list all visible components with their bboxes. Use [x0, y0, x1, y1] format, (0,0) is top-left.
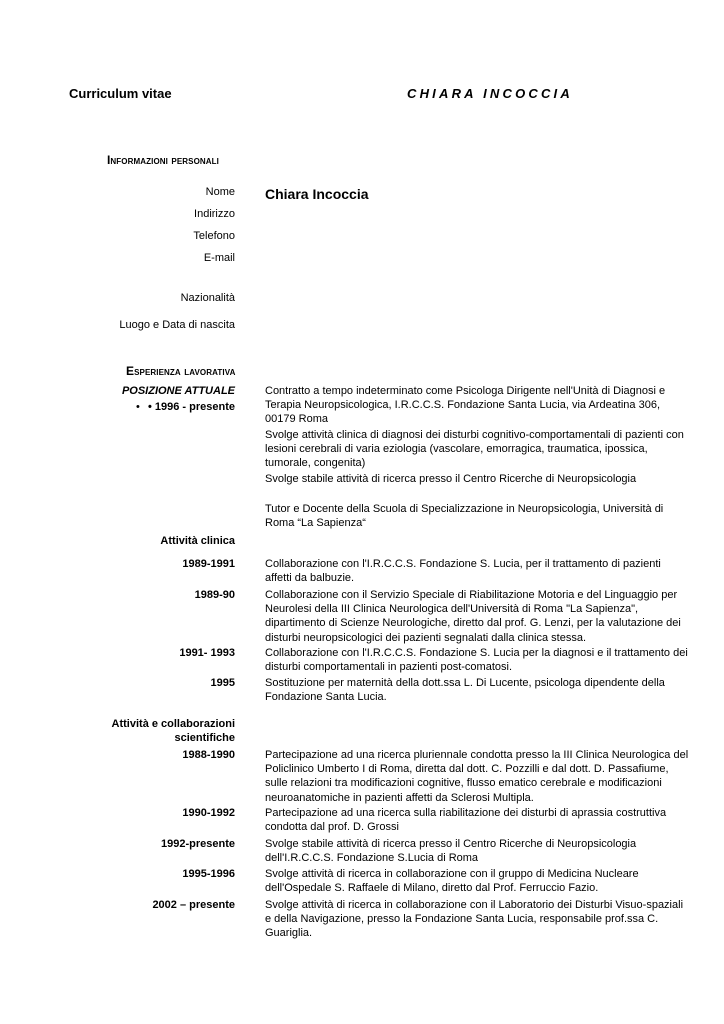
position-paragraph: Contratto a tempo indeterminato come Psicologa Dirigente nell'Unità di Diagnosi e Terapia Neuropsicologica, I.R.C.C.S. Fondazione Santa Lucia, via Ardeatina 306, 00179 Roma	[265, 385, 666, 426]
research-text: Svolge stabile attività di ricerca presso il Centro Ricerche di Neuropsicologia dell'I.R.C.C.S. Fondazione S.Lucia di Roma	[265, 838, 637, 865]
clinical-year: 1995	[210, 677, 235, 689]
section-personal-info: Informazioni personali	[107, 153, 219, 167]
clinical-year: 1991- 1993	[179, 647, 235, 659]
nome-value: Chiara Incoccia	[265, 186, 369, 202]
clinical-year: 1989-90	[194, 589, 235, 601]
position-paragraph: Svolge stabile attività di ricerca presso il Centro Ricerche di Neuropsicologia	[265, 473, 637, 485]
clinical-text: Collaborazione con l'I.R.C.C.S. Fondazione S. Lucia, per il trattamento di pazienti affetti da balbuzie.	[265, 558, 661, 585]
person-name-header: CHIARA INCOCCIA	[407, 86, 573, 101]
nazionalita-label: Nazionalità	[180, 292, 235, 304]
clinical-activity-label: Attività clinica	[160, 535, 235, 547]
document-title: Curriculum vitae	[69, 86, 172, 101]
clinical-year: 1989-1991	[182, 558, 235, 570]
bullet-icon: •	[136, 401, 140, 413]
position-paragraph: Svolge attività clinica di diagnosi dei disturbi cognitivo-comportamentali di pazienti con lesioni cerebrali di varia eziologia (vascolare, emorragica, traumatica, ipossica, tumorale, congenita)	[265, 429, 684, 470]
nome-label: Nome	[205, 186, 235, 198]
email-label: E-mail	[203, 252, 235, 264]
research-year: 1988-1990	[182, 749, 235, 761]
current-period: • 1996 - presente	[147, 401, 235, 413]
position-paragraph: Tutor e Docente della Scuola di Specializzazione in Neuropsicologia, Università di Roma “La Sapienza“	[265, 503, 664, 530]
research-year: 1995-1996	[182, 868, 235, 880]
research-year: 2002 – presente	[152, 899, 235, 911]
clinical-text: Sostituzione per maternità della dott.ssa L. Di Lucente, psicologa dipendente della Fondazione Santa Lucia.	[265, 677, 665, 704]
research-text: Partecipazione ad una ricerca sulla riabilitazione dei disturbi di aprassia costruttiva condotta dal prof. D. Grossi	[265, 807, 667, 834]
clinical-text: Collaborazione con il Servizio Speciale di Riabilitazione Motoria e del Linguaggio per Neurolesi della III Clinica Neurologica dell'Università di Roma "La Sapienza", dipartimento di Scienze Neurologiche, diretto dal prof. G. Lenzi, per la valutazione dei disturbi neuropsicologici dei pazienti segnalati dalla clinica stessa.	[265, 589, 681, 644]
research-year: 1990-1992	[182, 807, 235, 819]
current-position-label: POSIZIONE ATTUALE	[121, 385, 235, 397]
clinical-text: Collaborazione con l'I.R.C.C.S. Fondazione S. Lucia per la diagnosi e il trattamento dei disturbi comportamentali in pazienti post-comatosi.	[265, 647, 688, 674]
research-year: 1992-presente	[161, 838, 235, 850]
research-text: Svolge attività di ricerca in collaborazione con il gruppo di Medicina Nucleare dell'Ospedale S. Raffaele di Milano, diretto dal Prof. Ferruccio Fazio.	[265, 868, 639, 895]
research-text: Partecipazione ad una ricerca pluriennale condotta presso la III Clinica Neurologica del Policlinico Umberto I di Roma, diretta dal dott. C. Pozzilli e dal dott. D. Passafiume, sulle relazioni tra modificazioni cognitive, flusso ematico cerebrale e modificazioni neuroanatomiche in pazienti affetti da Sclerosi Multipla.	[265, 749, 689, 804]
nascita-label: Luogo e Data di nascita	[119, 319, 235, 331]
telefono-label: Telefono	[193, 230, 235, 242]
scientific-activity-label: Attività e collaborazioni scientifiche	[111, 718, 235, 744]
indirizzo-label: Indirizzo	[194, 208, 235, 220]
section-work-experience: Esperienza lavorativa	[126, 364, 236, 378]
research-text: Svolge attività di ricerca in collaborazione con il Laboratorio dei Disturbi Visuo-spaziali e della Navigazione, presso la Fondazione Santa Lucia, responsabile prof.ssa C. Guariglia.	[265, 899, 684, 940]
